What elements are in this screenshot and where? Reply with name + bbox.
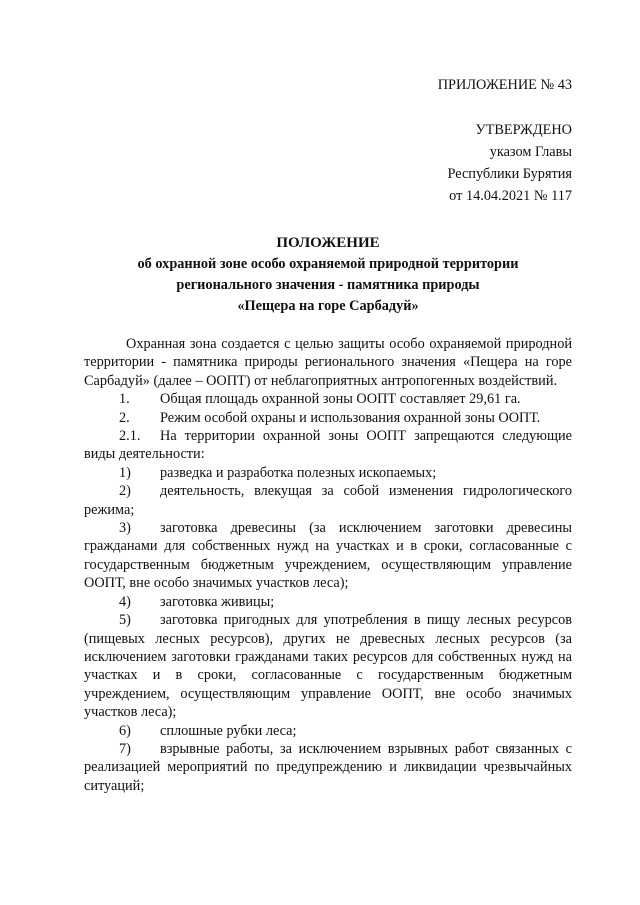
list-item	[84, 593, 572, 611]
approved-label: УТВЕРЖДЕНО	[475, 122, 572, 138]
item-number: 6)	[119, 722, 131, 739]
item-number: 3)	[119, 520, 131, 537]
item-number: 2)	[119, 483, 131, 500]
republic-name: Республики Бурятия	[447, 166, 572, 182]
item-number: 2.1.	[119, 428, 141, 445]
approval-block	[0, 119, 572, 207]
item-text: Режим особой охраны и использования охранной зоны ООПТ.	[160, 409, 541, 426]
document-body	[84, 335, 572, 795]
item-text: разведка и разработка полезных ископаемых;	[160, 464, 437, 481]
list-item	[84, 390, 572, 408]
items-list	[84, 390, 572, 795]
list-item	[84, 611, 572, 721]
item-number: 7)	[119, 740, 131, 757]
title-line-3: регионального значения - памятника природы	[176, 277, 480, 293]
list-item	[84, 740, 572, 795]
intro-paragraph: Охранная зона создается с целью защиты особо охраняемой природной территории - памятника природы регионального значения «Пещера на горе Сарбадуй» (далее – ООПТ) от неблагоприятных антропогенных воздействий.	[84, 336, 572, 389]
item-text: взрывные работы, за исключением взрывных работ связанных с реализацией мероприятий по предупреждению и ликвидации чрезвычайных ситуаций;	[84, 740, 572, 794]
item-text: Общая площадь охранной зоны ООПТ составляет 29,61 га.	[160, 391, 521, 408]
item-text: заготовка живицы;	[160, 593, 275, 610]
item-text: заготовка пригодных для употребления в пищу лесных ресурсов (пищевых лесных ресурсов), других не древесных лесных ресурсов (за исключением заготовки гражданами таких ресурсов для собственных нужд на участках и в сроки, согласованные с государственным бюджетным учреждением, осуществляющим управление ООПТ, вне особо значимых участков леса);	[84, 612, 572, 721]
item-number: 4)	[119, 593, 131, 610]
title-line-2: об охранной зоне особо охраняемой природной территории	[137, 256, 519, 272]
item-text: сплошные рубки леса;	[160, 722, 297, 739]
item-text: заготовка древесины (за исключением заготовки древесины гражданами для собственных нужд на участках и в сроки, согласованные с государственным бюджетным учреждением, осуществляющим управление ООПТ, вне особо значимых участков леса);	[84, 520, 572, 592]
list-item	[84, 464, 572, 482]
list-item	[84, 722, 572, 740]
approved-by: указом Главы	[489, 144, 572, 160]
list-item	[84, 482, 572, 519]
item-text: На территории охранной зоны ООПТ запрещаются следующие виды деятельности:	[84, 428, 572, 463]
title-line-4: «Пещера на горе Сарбадуй»	[237, 298, 419, 314]
document-title	[84, 233, 572, 317]
item-number: 1.	[119, 391, 130, 408]
appendix-number: ПРИЛОЖЕНИЕ № 43	[437, 77, 572, 93]
item-text: деятельность, влекущая за собой изменения гидрологического режима;	[84, 483, 572, 518]
item-number: 2.	[119, 409, 130, 426]
item-number: 5)	[119, 612, 131, 629]
list-item	[84, 427, 572, 464]
title-line-1: ПОЛОЖЕНИЕ	[276, 235, 380, 251]
list-item	[84, 519, 572, 593]
list-item	[84, 409, 572, 427]
item-number: 1)	[119, 464, 131, 481]
decree-date-number: от 14.04.2021 № 117	[449, 188, 572, 204]
